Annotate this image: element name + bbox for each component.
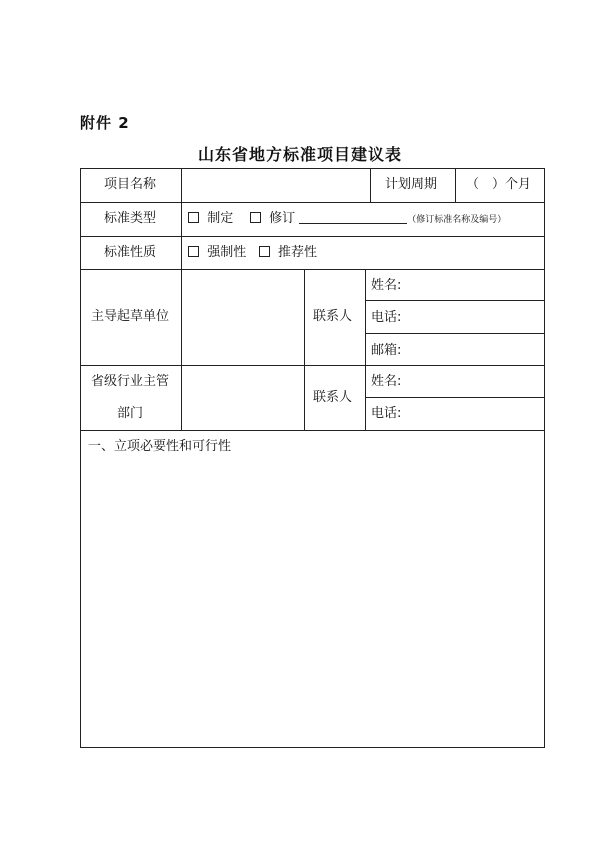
attachment-label: 附件 2 [80, 114, 130, 132]
revise-note: （修订标准名称及编号） [407, 215, 507, 225]
row-divider [80, 236, 545, 237]
form-title: 山东省地方标准项目建议表 [197, 145, 402, 164]
standard-nature-label: 标准性质 [104, 245, 157, 260]
proposal-form-table [80, 168, 545, 748]
revise-standard-name-field[interactable] [299, 211, 407, 224]
revise-checkbox[interactable] [250, 212, 261, 223]
plan-period-label: 计划周期 [385, 177, 438, 192]
row-divider [80, 430, 545, 431]
period-value-divider [455, 168, 456, 202]
necessity-section-label: 一、立项必要性和可行性 [88, 439, 232, 454]
authority-label-line1: 省级行业主管 [91, 374, 170, 389]
recommended-checkbox[interactable] [259, 246, 270, 257]
contact-subrow-divider [365, 300, 545, 301]
standard-type-label: 标准类型 [104, 211, 157, 226]
lead-drafter-input[interactable] [183, 271, 302, 363]
authority-label-line2: 部门 [117, 406, 144, 421]
formulate-checkbox[interactable] [188, 212, 199, 223]
lead-contact-phone-field[interactable]: 电话: [371, 310, 402, 325]
lead-contact-label: 联系人 [313, 309, 353, 324]
revise-label: 修订 [269, 211, 296, 226]
necessity-text-area[interactable] [82, 460, 542, 745]
recommended-label: 推荐性 [277, 245, 317, 260]
plan-period-value[interactable]: （ ）个月 [466, 177, 532, 192]
mandatory-label: 强制性 [207, 245, 247, 260]
table-border-right [544, 168, 545, 748]
row-divider [80, 365, 545, 366]
lead-contact-email-field[interactable]: 邮箱: [371, 343, 402, 358]
authority-input[interactable] [183, 367, 302, 428]
lead-contact-name-field[interactable]: 姓名: [371, 278, 402, 293]
row-divider [80, 269, 545, 270]
authority-contact-label: 联系人 [313, 390, 353, 405]
contact-column-divider [304, 269, 305, 430]
contact-fields-divider [365, 269, 366, 430]
authority-contact-phone-field[interactable]: 电话: [371, 406, 402, 421]
contact-subrow-divider [365, 397, 545, 398]
label-column-divider [181, 168, 182, 430]
standard-type-options [188, 211, 506, 228]
table-border-bottom [80, 747, 545, 748]
project-name-input[interactable] [183, 170, 369, 200]
period-column-divider [370, 168, 371, 202]
contact-subrow-divider [365, 333, 545, 334]
mandatory-checkbox[interactable] [188, 246, 199, 257]
project-name-label: 项目名称 [104, 177, 157, 192]
formulate-label: 制定 [207, 211, 234, 226]
table-border-top [80, 168, 545, 169]
authority-contact-name-field[interactable]: 姓名: [371, 374, 402, 389]
lead-drafter-label: 主导起草单位 [91, 309, 170, 324]
standard-nature-options [188, 245, 317, 261]
table-border-left [80, 168, 81, 748]
row-divider [80, 202, 545, 203]
